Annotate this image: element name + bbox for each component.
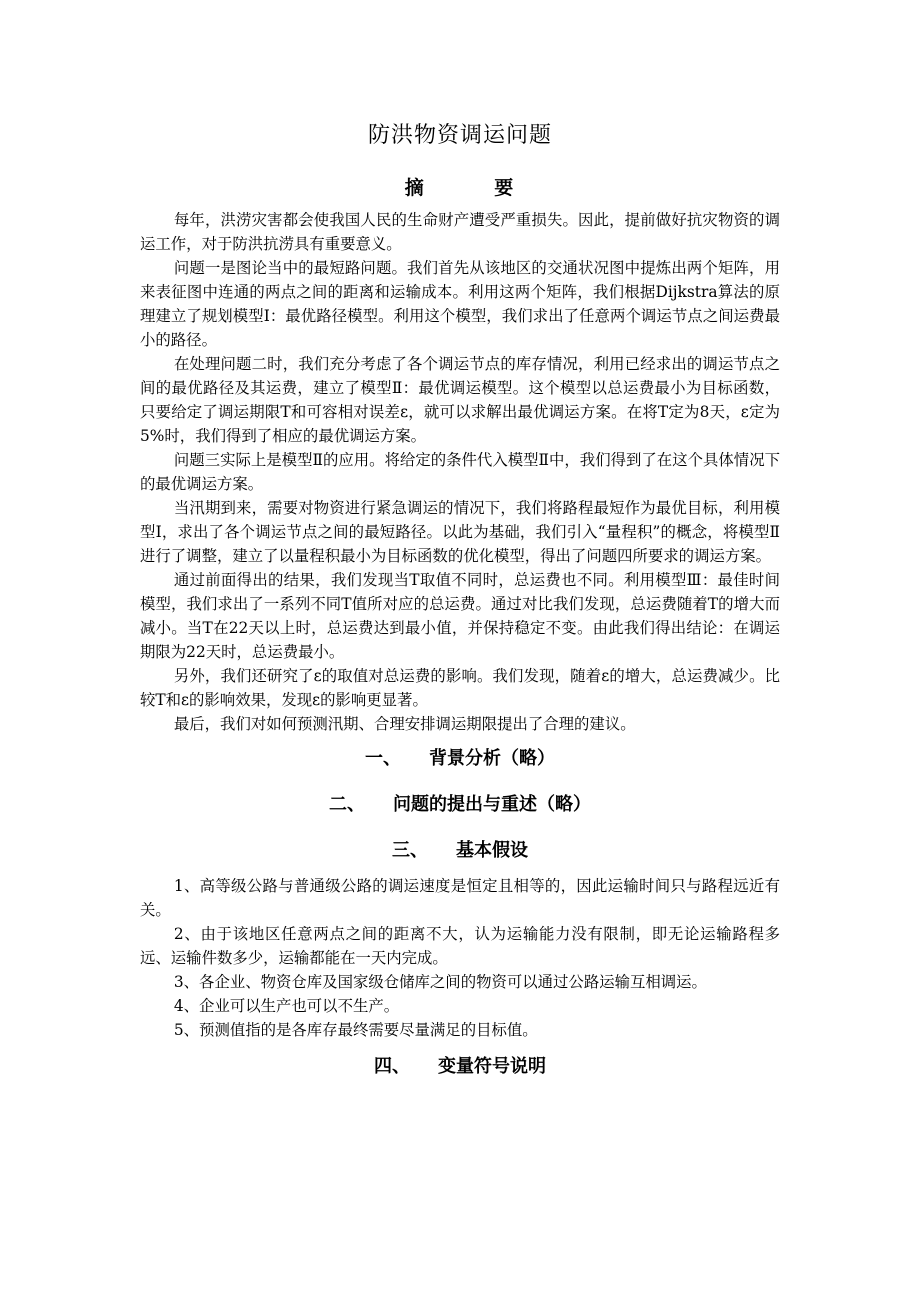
section-heading-2: [140, 792, 780, 818]
abstract-heading: 摘 要: [404, 177, 516, 199]
section-title: 基本假设: [456, 840, 528, 861]
section-title: 问题的提出与重述（略）: [393, 794, 591, 815]
section-number: 三、: [392, 840, 428, 861]
section-title: 背景分析（略）: [429, 748, 555, 769]
section-heading-4: [140, 1054, 780, 1080]
assumption-3: 3、各企业、物资仓库及国家级仓储库之间的物资可以通过公路运输互相调运。: [173, 973, 707, 991]
section-number: 二、: [329, 794, 365, 815]
abstract-paragraph-3: 在处理问题二时，我们充分考虑了各个调运节点的库存情况，利用已经求出的调运节点之间的最优路径及其运费，建立了模型Ⅱ：最优调运模型。这个模型以总运费最小为目标函数，只要给定了调运期限T和可容相对误差ε，就可以求解出最优调运方案。在将T定为8天，ε定为5%时，我们得到了相应的最优调运方案。: [140, 355, 780, 445]
abstract-paragraph-4: 问题三实际上是模型Ⅱ的应用。将给定的条件代入模型Ⅱ中，我们得到了在这个具体情况下的最优调运方案。: [140, 451, 780, 493]
document-page: [140, 120, 780, 1093]
assumption-4: 4、企业可以生产也可以不生产。: [173, 997, 400, 1015]
assumption-1: 1、高等级公路与普通级公路的调运速度是恒定且相等的，因此运输时间只与路程远近有关。: [140, 877, 780, 919]
abstract-paragraph-1: 每年，洪涝灾害都会使我国人民的生命财产遭受严重损失。因此，提前做好抗灾物资的调运工作，对于防洪抗涝具有重要意义。: [140, 211, 780, 253]
assumption-5: 5、预测值指的是各库存最终需要尽量满足的目标值。: [173, 1021, 538, 1039]
abstract-paragraph-6: 通过前面得出的结果，我们发现当T取值不同时，总运费也不同。利用模型Ⅲ：最佳时间模型，我们求出了一系列不同T值所对应的总运费。通过对比我们发现，总运费随着T的增大而减小。当T在22天以上时，总运费达到最小值，并保持稳定不变。由此我们得出结论：在调运期限为22天时，总运费最小。: [140, 571, 780, 661]
abstract-paragraph-8: 最后，我们对如何预测汛期、合理安排调运期限提出了合理的建议。: [173, 715, 636, 733]
section-heading-1: [140, 746, 780, 772]
abstract-paragraph-2: 问题一是图论当中的最短路问题。我们首先从该地区的交通状况图中提炼出两个矩阵，用来表征图中连通的两点之间的距离和运输成本。利用这两个矩阵，我们根据Dijkstra算法的原理建立了规划模型Ⅰ：最优路径模型。利用这个模型，我们求出了任意两个调运节点之间运费最小的路径。: [140, 259, 780, 349]
document-title: 防洪物资调运问题: [367, 123, 552, 148]
abstract-paragraph-5: 当汛期到来，需要对物资进行紧急调运的情况下，我们将路程最短作为最优目标，利用模型Ⅰ，求出了各个调运节点之间的最短路径。以此为基础，我们引入“量程积”的概念，将模型Ⅱ进行了调整，建立了以量程积最小为目标函数的优化模型，得出了问题四所要求的调运方案。: [140, 499, 780, 565]
section-number: 一、: [365, 748, 401, 769]
assumption-2: 2、由于该地区任意两点之间的距离不大，认为运输能力没有限制，即无论运输路程多远、运输件数多少，运输都能在一天内完成。: [140, 925, 780, 967]
section-title: 变量符号说明: [438, 1056, 546, 1077]
section-heading-3: [140, 838, 780, 864]
abstract-paragraph-7: 另外，我们还研究了ε的取值对总运费的影响。我们发现，随着ε的增大，总运费减少。比较T和ε的影响效果，发现ε的影响更显著。: [140, 667, 780, 709]
section-number: 四、: [374, 1056, 410, 1077]
